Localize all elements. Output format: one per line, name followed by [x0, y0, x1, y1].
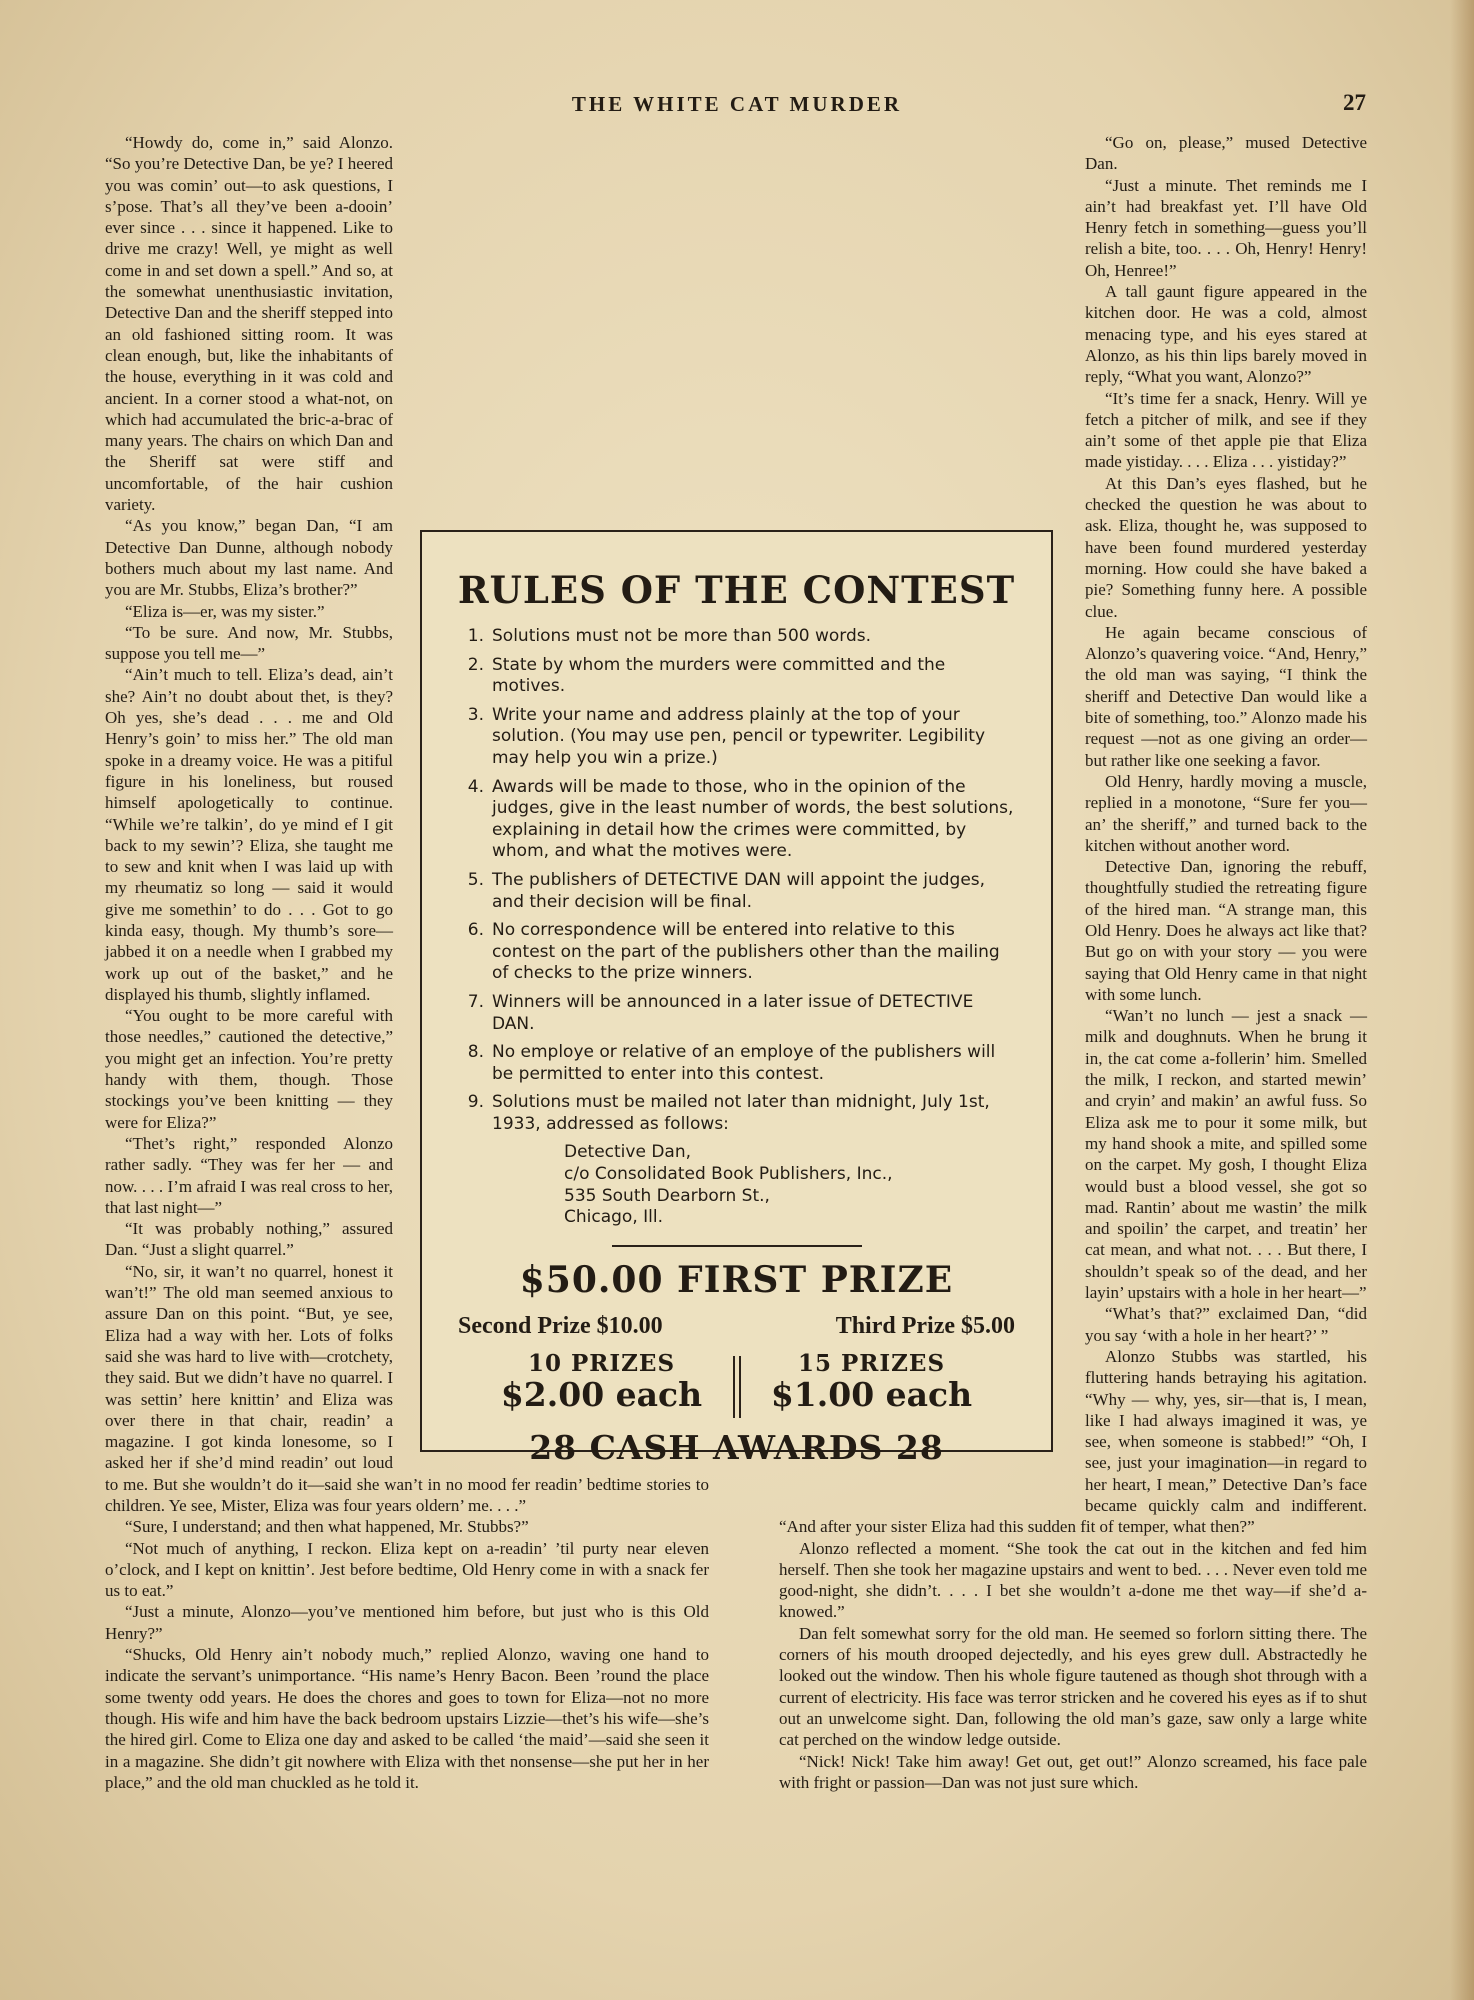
rule-number: 6.: [467, 920, 484, 941]
rule-text: Solutions must be mailed not later than midnight, July 1st, 1933, addressed as follows:: [492, 1092, 990, 1134]
ten-prizes-block: [477, 1350, 727, 1414]
rule-text: No employe or relative of an employe of the publishers will be permitted to enter into this contest.: [492, 1042, 996, 1084]
story-paragraph: Alonzo Stubbs was startled, his fluttering hands betraying his agitation. “Why — why, yes, sir—that is, I mean, like I had always imagined it was, ye see, when someone is stabbed!” “Oh, I see, just your imagination—in regard to her heart, I mean,” Detective Dan’s face became quickly calm and indifferent. “And after your sister Eliza had this sudden fit of temper, what then?”: [779, 1346, 1367, 1537]
address-line: Detective Dan,: [564, 1142, 692, 1163]
cash-awards: 28 CASH AWARDS 28: [529, 1427, 944, 1467]
rule-text: Solutions must not be more than 500 words.: [492, 626, 872, 646]
address-line: Chicago, Ill.: [564, 1207, 663, 1228]
address-line: c/o Consolidated Book Publishers, Inc.,: [564, 1164, 893, 1185]
page-edge-shadow: [1450, 0, 1474, 2000]
rule-number: 9.: [467, 1092, 484, 1113]
rule-number: 1.: [467, 626, 484, 646]
story-paragraph: At this Dan’s eyes flashed, but he checked the question he was about to ask. Eliza, thought he, was supposed to have been found murdered yesterday morning. How could she have baked a pie? Something funny here. A possible clue.: [1085, 473, 1367, 621]
fifteen-prizes-amount: $1.00 each: [770, 1374, 973, 1414]
story-paragraph: “Ain’t much to tell. Eliza’s dead, ain’t she? Ain’t no doubt about thet, is they? Oh yes, she’s dead . . . me and Old Henry’s goin’ to miss her.” The old man spoke in a dreamy voice. He was a pitiful figure in his loneliness, but roused himself apologetically to continue. “While we’re talkin’, do ye mind ef I git back to my sewin’? Eliza, she taught me to sew and knit when I was laid up with my rheumatiz so long — said it would give me somethin’ to do . . . Got to go kinda easy, though. My thumb’s sore—jabbed it on a needle when I grabbed my work up out of the basket,” and he displayed his thumb, slightly inflamed.: [105, 665, 393, 1004]
story-paragraph: “Thet’s right,” responded Alonzo rather sadly. “They was fer her — and now. . . . I’m afraid I was real cross to her, that last night—”: [105, 1133, 393, 1217]
running-header-title: THE WHITE CAT MURDER: [571, 92, 903, 116]
rule-number: 4.: [467, 776, 484, 797]
rule-text: Write your name and address plainly at the top of your solution. (You may use pen, pencil or typewriter. Legibility may help you win a prize.): [492, 704, 986, 768]
rule-text: The publishers of DETECTIVE DAN will appoint the judges, and their decision will be final.: [492, 869, 986, 912]
story-paragraph: “It was probably nothing,” assured Dan. “Just a slight quarrel.”: [105, 1219, 393, 1260]
rule-number: 5.: [467, 869, 484, 890]
second-third-prizes: [454, 1313, 1019, 1340]
rule-text: Awards will be made to those, who in the opinion of the judges, give in the least number of words, the best solutions, explaining in detail how the crimes were committed, by whom, and what the motives were.: [492, 776, 1014, 862]
third-prize: Third Prize $5.00: [835, 1312, 1015, 1339]
ten-prizes-amount: $2.00 each: [500, 1374, 703, 1414]
contest-rule: [454, 626, 1019, 648]
story-paragraph: “Shucks, Old Henry ain’t nobody much,” replied Alonzo, waving one hand to indicate the servant’s unimportance. “His name’s Henry Bacon. Been ’round the place some twenty odd years. He does the chores and goes to town for Eliza—not no more though. His wife and him have the back bedroom upstairs Lizzie—thet’s his wife—she’s the hired girl. Come to Eliza one day and asked to be called ‘the maid’—said she seen it in a magazine. She didn’t git nowhere with Eliza with thet nonsense—she put her in her place,” and the old man chuckled as he told it.: [105, 1645, 709, 1792]
rule-text: Winners will be announced in a later issue of DETECTIVE DAN.: [492, 991, 974, 1034]
story-paragraph: Dan felt somewhat sorry for the old man. He seemed so forlorn sitting there. The corners of his mouth drooped dejectedly, and his eyes grew dull. Abstractedly he looked out the window. Then his whole figure tautened as though shot through with a current of electricity. His face was terror stricken and he covered his eyes as if to shut out an unwelcome sight. Dan, following the old man’s gaze, saw only a large white cat perched on the window ledge outside.: [779, 1623, 1367, 1750]
story-paragraph: “Eliza is—er, was my sister.”: [125, 601, 325, 621]
story-paragraph: Detective Dan, ignoring the rebuff, thoughtfully studied the retreating figure of the hired man. “A strange man, this Old Henry. Does he always act like that? But go on with your story — you were saying that Old Henry came in that night with some lunch.: [1085, 857, 1367, 1004]
contest-rule: [454, 1042, 1019, 1085]
contest-rule: [454, 1092, 1019, 1135]
contest-rule: [454, 705, 1019, 770]
story-paragraph: “Nick! Nick! Take him away! Get out, get out!” Alonzo screamed, his face pale with fright or passion—Dan was not just sure which.: [779, 1751, 1367, 1792]
rule-text: No correspondence will be entered into relative to this contest on the part of the publishers other than the mailing of checks to the prize winners.: [492, 920, 1000, 984]
story-paragraph: “It’s time fer a snack, Henry. Will ye fetch a pitcher of milk, and see if they ain’t some of thet apple pie that Eliza made yistiday. . . . Eliza . . . yistiday?”: [1085, 388, 1367, 472]
contest-rule: [454, 920, 1019, 985]
contest-title: RULES OF THE CONTEST: [457, 568, 1016, 612]
ten-prizes-count: 10 PRIZES: [527, 1349, 676, 1377]
contest-rules-list: [454, 626, 1019, 1135]
contest-rule: [454, 992, 1019, 1035]
rule-number: 7.: [467, 991, 484, 1012]
story-paragraph: “No, sir, it wan’t no quarrel, honest it wan’t!” The old man seemed anxious to assure Dan on this point. “But, ye see, Eliza had a way with her. Lots of folks said she was hard to live with—crotchety, they said. But we didn’t have no quarrel. I was settin’ here knittin’ and Eliza was over there in that chair, readin’ a magazine. I got kinda lonesome, so I asked her if she’d mind readin’ out loud to me. But she wouldn’t do it—said she wan’t in no mood fer readin’ bedtime stories to children. Ye see, Mister, Eliza was four years oldern’ me. . . .”: [105, 1261, 709, 1515]
story-paragraph: “You ought to be more careful with those needles,” cautioned the detective,” you might get an infection. You’re pretty handy with them, though. Those stockings you’ve been knitting — they were for Eliza?”: [105, 1006, 393, 1132]
story-paragraph: “Howdy do, come in,” said Alonzo. “So you’re Detective Dan, be ye? I heered you was comin’ out—to ask questions, I s’pose. That’s all they’ve been a-dooin’ ever since . . . since it happened. Like to drive me crazy! Well, ye might as well come in and set down a spell.” And so, at the somewhat unenthusiastic invitation, Detective Dan and the sheriff stepped into an old fashioned sitting room. It was clean enough, but, like the inhabitants of the house, everything in it was cold and ancient. In a corner stood a what-not, on which had accumulated the bric-a-brac of many years. The chairs on which Dan and the Sheriff sat were stiff and uncomfortable, of the hair cushion variety.: [105, 133, 393, 515]
contest-rule: [454, 870, 1019, 913]
story-paragraph: Old Henry, hardly moving a muscle, replied in a monotone, “Sure fer you—an’ the sheriff,” and turned back to the kitchen without another word.: [1085, 771, 1367, 855]
prize-divider: [612, 1245, 862, 1247]
contest-rule: [454, 777, 1019, 863]
rule-number: 3.: [467, 704, 484, 725]
address-line: 535 South Dearborn St.,: [564, 1185, 770, 1206]
first-prize: $50.00 FIRST PRIZE: [519, 1258, 954, 1301]
story-paragraph: “What’s that?” exclaimed Dan, “did you say ‘with a hole in her heart?’ ”: [1085, 1304, 1367, 1345]
rule-number: 2.: [467, 654, 484, 675]
contest-rule: [454, 655, 1019, 698]
story-paragraph: “Just a minute. Thet reminds me I ain’t had breakfast yet. I’ll have Old Henry fetch in something—guess you’ll relish a bite, too. . . . Oh, Henry! Henry! Oh, Henree!”: [1085, 175, 1367, 280]
story-paragraph: “As you know,” began Dan, “I am Detective Dan Dunne, although nobody bothers much about my last name. And you are Mr. Stubbs, Eliza’s brother?”: [105, 516, 393, 600]
contest-rules-box: [420, 530, 1053, 1467]
prize-separator: [733, 1356, 741, 1418]
story-paragraph: “Sure, I understand; and then what happened, Mr. Stubbs?”: [125, 1517, 529, 1537]
fifteen-prizes-count: 15 PRIZES: [797, 1349, 946, 1377]
mailing-address: [564, 1142, 1019, 1228]
story-paragraph: “To be sure. And now, Mr. Stubbs, suppose you tell me—”: [105, 622, 393, 664]
story-paragraph: Alonzo reflected a moment. “She took the cat out in the kitchen and fed him herself. Then she took her magazine upstairs and went to bed. . . . Never even told me good-night, she didn’t. . . . I bet she wouldn’t a-done me thet way—if she’d a-knowed.”: [779, 1538, 1367, 1622]
page-number: 27: [1343, 90, 1366, 115]
story-paragraph: “Just a minute, Alonzo—you’ve mentioned him before, but just who is this Old Henry?”: [105, 1602, 709, 1643]
rule-number: 8.: [467, 1042, 484, 1063]
second-prize: Second Prize $10.00: [458, 1312, 663, 1339]
small-prizes: [454, 1350, 1019, 1418]
story-paragraph: A tall gaunt figure appeared in the kitchen door. He was a cold, almost menacing type, and his eyes stared at Alonzo, as his thin lips barely moved in reply, “What you want, Alonzo?”: [1085, 282, 1367, 387]
story-paragraph: “Not much of anything, I reckon. Eliza kept on a-readin’ ’til purty near eleven o’clock, and I kept on knittin’. Jest before bedtime, Old Henry come in with a snack fer us to eat.”: [105, 1538, 709, 1601]
story-paragraph: He again became conscious of Alonzo’s quavering voice. “And, Henry,” the old man was saying, “I think the sheriff and Detective Dan would like a bite of something, too.” Alonzo made his request —not as one giving an order— but rather like one seeking a favor.: [1085, 622, 1367, 770]
rule-text: State by whom the murders were committed and the motives.: [492, 654, 946, 697]
story-paragraph: “Wan’t no lunch — jest a snack — milk and doughnuts. When he brung it in, the cat come a-follerin’ him. Smelled the milk, I reckon, and started mewin’ and cryin’ and makin’ an awful fuss. So Eliza ask me to pour it some milk, but my hand shook a mite, and spilled some on the carpet. My gosh, I thought Eliza would bust a blood vessel, she got so mad. Rantin’ about me wastin’ the milk and spoilin’ the carpet, and treatin’ her cat mean, and what not. . . . But there, I shouldn’t speak so of the dead, and her layin’ upstairs with a hole in her heart—”: [1085, 1006, 1367, 1303]
story-paragraph: “Go on, please,” mused Detective Dan.: [1085, 133, 1367, 174]
fifteen-prizes-block: [747, 1350, 997, 1414]
